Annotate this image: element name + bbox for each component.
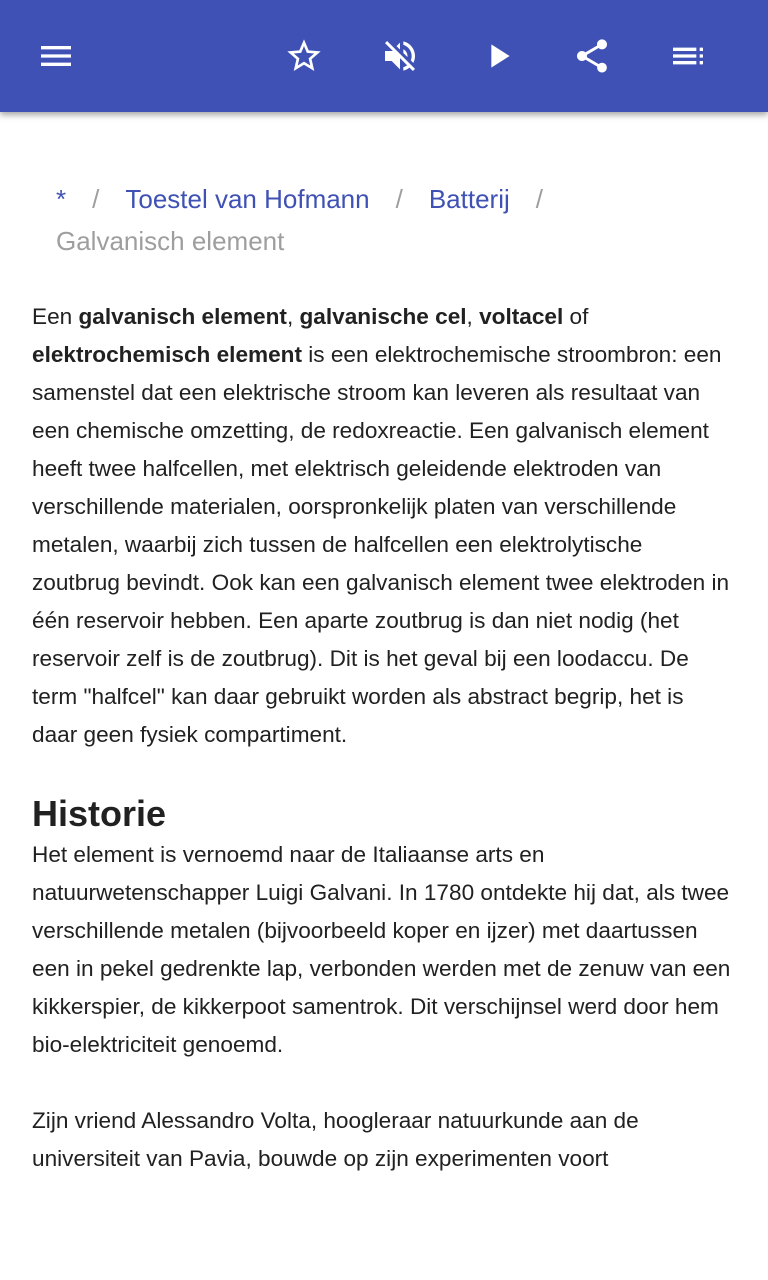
breadcrumb-separator: /: [395, 184, 403, 214]
playlist-icon: [668, 36, 708, 76]
breadcrumb-link-home[interactable]: *: [56, 184, 67, 214]
text-segment: Een: [32, 304, 79, 329]
play-icon: [478, 36, 518, 76]
breadcrumb-link-batterij[interactable]: Batterij: [428, 184, 510, 214]
app-bar: [0, 0, 768, 112]
history-paragraph-1: Het element is vernoemd naar de Italiaanse arts en natuurwetenschapper Luigi Galvani. In 1780 ontdekte hij dat, als twee verschillende metalen (bijvoorbeeld koper en ijzer) met daartussen een in pekel gedrenkte lap, verbonden werden met de zenuw van een kikkerspier, de kikkerpoot samentrok. Dit verschijnsel werd door hem bio-elektriciteit genoemd.: [32, 842, 731, 1057]
share-icon: [572, 36, 612, 76]
section-heading-historie: Historie: [32, 793, 167, 834]
share-button[interactable]: [568, 32, 616, 80]
menu-button[interactable]: [32, 32, 80, 80]
breadcrumb-current: Galvanisch element: [56, 226, 285, 256]
text-segment: ,: [466, 304, 480, 329]
history-paragraph-2: Zijn vriend Alessandro Volta, hoogleraar natuurkunde aan de universiteit van Pavia, bouwde op zijn experimenten voort: [32, 1108, 639, 1171]
bold-term: voltacel: [479, 304, 564, 329]
bold-term: galvanisch element: [78, 304, 287, 329]
breadcrumb-link-hofmann[interactable]: Toestel van Hofmann: [125, 184, 370, 214]
bold-term: galvanische cel: [299, 304, 467, 329]
star-outline-icon: [284, 36, 324, 76]
article-content: [32, 298, 734, 1216]
bookmark-button[interactable]: [280, 32, 328, 80]
bold-term: elektrochemisch element: [32, 342, 302, 367]
play-button[interactable]: [474, 32, 522, 80]
intro-paragraph: [32, 298, 734, 754]
text-segment: is een elektrochemische stroombron: een samenstel dat een elektrische stroom kan leveren als resultaat van een chemische omzetting, de redoxreactie. Een galvanisch element heeft twee halfcellen, met elektrisch geleidende elektroden van verschillende materialen, oorspronkelijk platen van verschillende metalen, waarbij zich tussen de halfcellen een elektrolytische zoutbrug bevindt. Ook kan een galvanisch element twee elektroden in één reservoir hebben. Een aparte zoutbrug is dan niet nodig (het reservoir zelf is de zoutbrug). Dit is het geval bij een loodaccu. De term "halfcel" kan daar gebruikt worden als abstract begrip, het is daar geen fysiek compartiment.: [32, 342, 730, 747]
volume-off-icon: [380, 36, 420, 76]
text-segment: ,: [286, 304, 300, 329]
breadcrumb-separator: /: [535, 184, 543, 214]
contents-button[interactable]: [664, 32, 712, 80]
breadcrumb: [56, 178, 736, 262]
mute-button[interactable]: [376, 32, 424, 80]
breadcrumb-separator: /: [92, 184, 100, 214]
text-segment: of: [563, 304, 589, 329]
menu-icon: [36, 36, 76, 76]
